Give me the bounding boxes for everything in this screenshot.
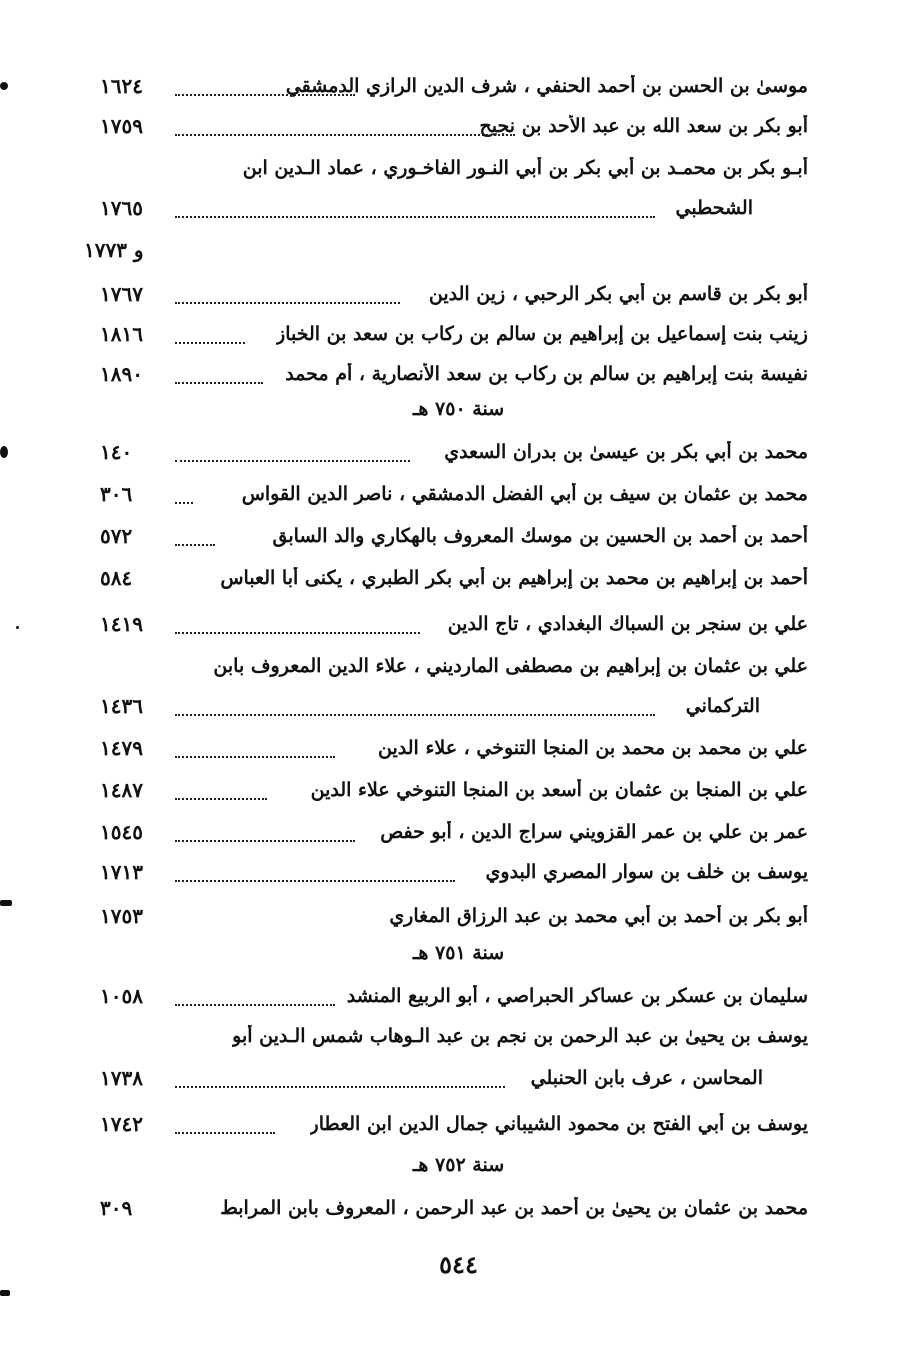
index-entry [90,1104,808,1144]
leader-dots [175,712,655,716]
entry-number: ١٧١٣ [100,860,143,884]
index-entry-continuation [90,1058,808,1098]
leader-dots [175,1002,335,1006]
entry-number: ٥٨٤ [100,566,133,590]
year-heading: سنة ٧٥٢ هـ [412,1154,505,1176]
leader-dots [175,1130,275,1134]
index-entry [90,148,808,188]
index-entry [90,1188,808,1228]
entry-name: أحمد بن أحمد بن الحسين بن موسك المعروف بالهكاري والد السابق [272,525,808,547]
index-entry [90,646,808,686]
entry-number: ٣٠٦ [100,482,133,506]
year-heading: سنة ٧٥١ هـ [412,942,505,964]
leader-dots [175,542,215,546]
index-entry [90,106,808,146]
entry-name: موسىٰ بن الحسن بن أحمد الحنفي ، شرف الدين الرازي الدمشقي [285,75,808,97]
entry-number: ١٠٥٨ [100,984,143,1008]
entry-number: ١٤١٩ [100,612,143,636]
leader-dots [175,380,263,384]
entry-name: أحمد بن إبراهيم بن محمد بن إبراهيم بن أبي بكر الطبري ، يكنى أبا العباس [220,567,808,589]
leader-dots [175,92,355,96]
scan-edge-mark [16,626,19,629]
entry-name: نفيسة بنت إبراهيم بن سالم بن ركاب بن سعد الأنصارية ، أم محمد [285,363,808,385]
entry-name: علي بن محمد بن محمد بن المنجا التنوخي ، علاء الدين [378,737,808,759]
entry-number: ١٨١٦ [100,322,143,346]
scan-edge-mark [0,82,8,90]
entry-number: ١٧٦٧ [100,282,143,306]
index-entry [90,896,808,936]
entry-number: ١٧٣٨ [100,1066,143,1090]
entry-number: ١٧٤٢ [100,1112,143,1136]
leader-dots [175,878,455,882]
entry-name: التركماني [685,695,760,717]
entry-number: ١٤٣٦ [100,694,143,718]
scan-edge-mark [0,446,8,458]
index-entry [90,558,808,598]
scan-edge-mark [0,900,12,906]
entry-number: ١٨٩٠ [100,362,143,386]
index-entry [90,274,808,314]
index-entry [90,812,808,852]
entry-name: المحاسن ، عرف بابن الحنبلي [530,1067,763,1089]
leader-dots [175,754,335,758]
entry-name: عمر بن علي بن عمر القزويني سراج الدين ، أبو حفص [380,821,808,843]
leader-dots [175,500,193,504]
extra-reference: و ١٧٧٣ [84,238,144,262]
leader-dots [175,300,400,304]
entry-name: علي بن سنجر بن السباك البغدادي ، تاج الدين [447,613,808,635]
entry-name: محمد بن أبي بكر بن عيسىٰ بن بدران السعدي [444,441,808,463]
entry-name: محمد بن عثمان بن يحيىٰ بن أحمد بن عبد الرحمن ، المعروف بابن المرابط [220,1197,808,1219]
index-entry [90,314,808,354]
year-heading: سنة ٧٥٠ هـ [412,398,505,420]
index-entry [90,852,808,892]
entry-number: ١٦٢٤ [100,74,143,98]
entry-number: ١٤٧٩ [100,736,143,760]
entry-number: ١٧٥٩ [100,114,143,138]
entry-name: الشحطبي [675,197,753,219]
index-entry [90,976,808,1016]
page-number: ٥٤٤ [439,1250,478,1279]
entry-name: محمد بن عثمان بن سيف بن أبي الفضل الدمشقي ، ناصر الدين القواس [241,483,808,505]
entry-name: أبـو بكر بن محمـد بن أبي بكر بن أبي النـور الفاخـوري ، عماد الـدين ابن [242,157,808,179]
entry-name: يوسف بن يحيىٰ بن عبد الرحمن بن نجم بن عبد الـوهاب شمس الـدين أبو [232,1025,808,1047]
entry-number: ٥٧٢ [100,524,133,548]
leader-dots [175,796,267,800]
index-entry-continuation [90,188,808,228]
entry-name: أبو بكر بن قاسم بن أبي بكر الرحبي ، زين الدين [428,283,808,305]
index-entry [90,354,808,394]
leader-dots [175,1084,505,1088]
leader-dots [175,340,245,344]
leader-dots [175,838,355,842]
index-entry [90,728,808,768]
leader-dots [175,630,420,634]
index-entry [90,1016,808,1056]
entry-number: ١٧٥٣ [100,904,143,928]
leader-dots [175,132,515,136]
index-entry [90,474,808,514]
entry-number: ٣٠٩ [100,1196,133,1220]
index-entry [90,66,808,106]
entry-number: ١٥٤٥ [100,820,143,844]
entry-name: أبو بكر بن سعد الله بن عبد الأحد بن نجيح [479,115,808,137]
entry-name: علي بن المنجا بن عثمان بن أسعد بن المنجا التنوخي علاء الدين [310,779,808,801]
entry-name: يوسف بن خلف بن سوار المصري البدوي [485,861,808,883]
leader-dots [175,214,655,218]
index-entry [90,770,808,810]
index-entry [90,516,808,556]
entry-name: أبو بكر بن أحمد بن أبي محمد بن عبد الرزاق المغاري [389,905,808,927]
entry-name: علي بن عثمان بن إبراهيم بن مصطفى المارديني ، علاء الدين المعروف بابن [213,655,808,677]
entry-name: سليمان بن عسكر بن عساكر الحبراصي ، أبو الربيع المنشد [346,985,808,1007]
index-entry-continuation [90,686,808,726]
entry-number: ١٤٨٧ [100,778,143,802]
entry-name: يوسف بن أبي الفتح بن محمود الشيباني جمال الدين ابن العطار [309,1113,808,1135]
entry-name: زينب بنت إسماعيل بن إبراهيم بن سالم بن ركاب بن سعد بن الخباز [276,323,808,345]
index-entry [90,604,808,644]
leader-dots [175,458,410,462]
index-entry [90,432,808,472]
entry-number: ١٧٦٥ [100,196,143,220]
scan-edge-mark [0,1290,10,1296]
entry-number: ١٤٠ [100,440,133,464]
